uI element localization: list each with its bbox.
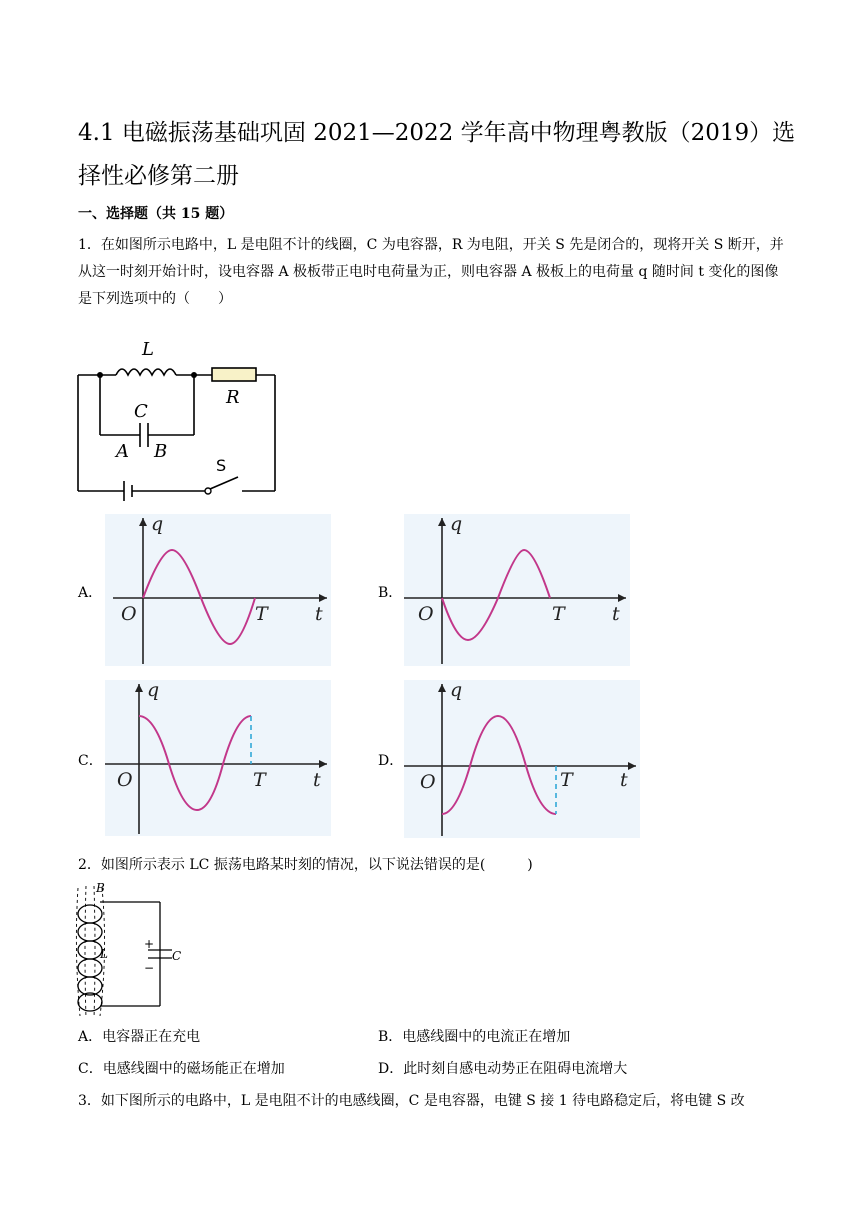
axis-q: q xyxy=(147,680,160,701)
period-T: T xyxy=(560,769,573,791)
origin-O: O xyxy=(420,771,436,793)
option-C-graph xyxy=(105,680,331,836)
section-heading: 一、选择题（共 15 题） xyxy=(78,206,234,222)
origin-O: O xyxy=(117,769,133,791)
q2-lc-circuit-diagram xyxy=(70,880,190,1020)
plus-sign: + xyxy=(144,937,155,951)
option-B-graph xyxy=(404,514,630,666)
option-A-label: A． xyxy=(78,585,103,601)
q2-option-D: D．此时刻自感电动势正在阻碍电流增大 xyxy=(378,1061,628,1077)
origin-O: O xyxy=(121,603,137,625)
axis-q: q xyxy=(450,680,463,701)
label-S: S xyxy=(216,456,227,475)
period-T: T xyxy=(253,769,266,791)
question-3-stem: 3．如下图所示的电路中，L 是电阻不计的电感线圈，C 是电容器，电键 S 接 1 待电路稳定后，将电键 S 改 xyxy=(78,1093,745,1109)
axis-t: t xyxy=(612,603,620,625)
question-2-stem: 2．如图所示表示 LC 振荡电路某时刻的情况，以下说法错误的是( ) xyxy=(78,857,533,873)
period-T: T xyxy=(255,603,268,625)
axis-t: t xyxy=(315,603,323,625)
label-A: A xyxy=(116,441,129,462)
minus-sign: − xyxy=(144,961,155,975)
axis-q: q xyxy=(450,514,463,535)
q2-option-C: C．电感线圈中的磁场能正在增加 xyxy=(78,1061,285,1077)
label-B: B xyxy=(96,881,105,895)
label-C: C xyxy=(134,401,148,422)
q2-option-B: B．电感线圈中的电流正在增加 xyxy=(378,1029,571,1045)
label-L: L xyxy=(100,947,108,961)
option-D-graph xyxy=(404,680,640,838)
option-B-label: B． xyxy=(378,585,403,601)
label-R: R xyxy=(226,387,240,408)
q2-option-A: A．电容器正在充电 xyxy=(78,1029,201,1045)
origin-O: O xyxy=(418,603,434,625)
label-L: L xyxy=(142,339,154,360)
axis-q: q xyxy=(151,514,164,535)
page-title: 4.1 电磁振荡基础巩固 2021—2022 学年高中物理粤教版（2019）选择性必修第二册 xyxy=(78,120,796,189)
period-T: T xyxy=(552,603,565,625)
label-C: C xyxy=(172,949,182,963)
label-B: B xyxy=(154,441,168,462)
question-1-stem: 1．在如图所示电路中，L 是电阻不计的线圈，C 为电容器，R 为电阻，开关 S 先是闭合的，现将开关 S 断开，并从这一时刻开始计时，设电容器 A 极板带正电时电荷量为正，则电容器 A 极板上的电荷量 q 随时间 t 变化的图像是下列选项中的（ ） xyxy=(78,237,784,307)
option-A-graph xyxy=(105,514,331,666)
q1-circuit-diagram xyxy=(70,335,290,505)
option-C-label: C． xyxy=(78,753,103,769)
axis-t: t xyxy=(620,769,628,791)
axis-t: t xyxy=(313,769,321,791)
option-D-label: D． xyxy=(378,753,404,769)
